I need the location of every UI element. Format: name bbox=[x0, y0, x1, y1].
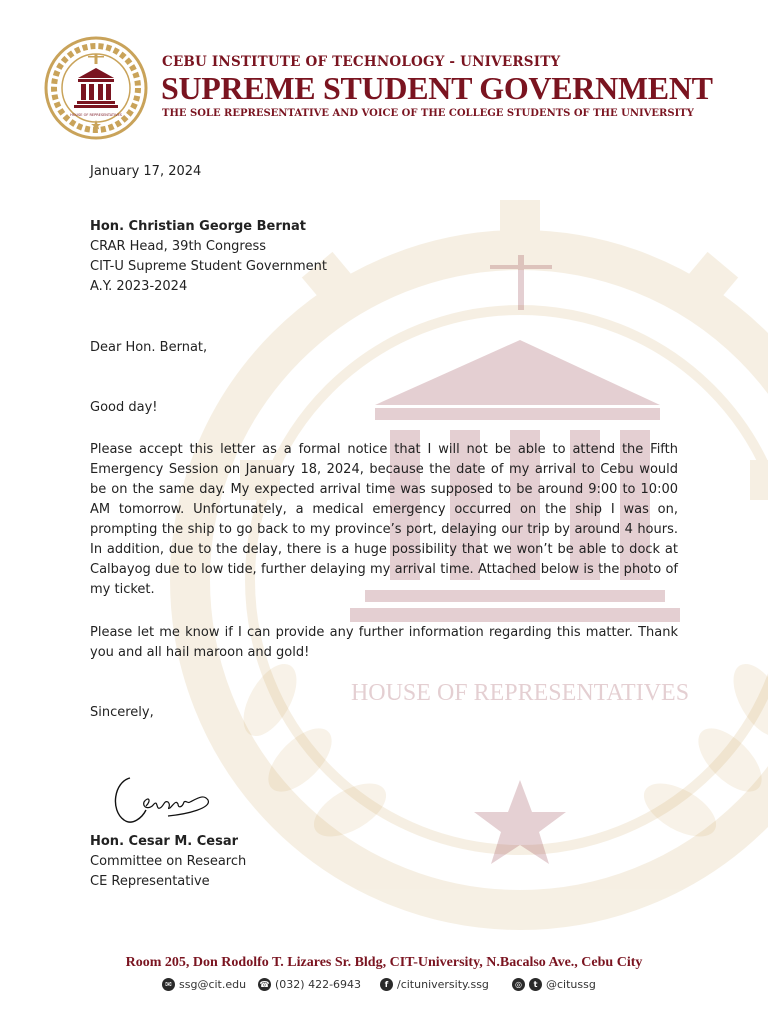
phone-text: (032) 422-6943 bbox=[275, 978, 362, 991]
salutation: Dear Hon. Bernat, bbox=[90, 340, 208, 355]
signer-block bbox=[90, 832, 246, 892]
signer-name: Hon. Cesar M. Cesar bbox=[90, 834, 239, 849]
signer-committee: Committee on Research bbox=[90, 854, 247, 869]
organization-tagline: THE SOLE REPRESENTATIVE AND VOICE OF THE COLLEGE STUDENTS OF THE UNIVERSITY bbox=[162, 108, 694, 119]
greeting: Good day! bbox=[90, 400, 158, 415]
phone-icon: ☎ bbox=[259, 980, 270, 989]
logo-text: HOUSE OF REPRESENTATIVES bbox=[70, 113, 122, 117]
twitter-icon: t bbox=[529, 978, 542, 991]
contact-phone[interactable] bbox=[258, 978, 361, 991]
body-paragraph-2: Please let me know if I can provide any further information regarding this matter. Thank you and all hail maroon and gold! bbox=[90, 625, 678, 660]
contact-email[interactable] bbox=[162, 978, 246, 991]
closing: Sincerely, bbox=[90, 705, 154, 720]
contact-facebook[interactable] bbox=[380, 978, 489, 991]
letterhead bbox=[0, 0, 768, 150]
watermark-text: HOUSE OF REPRESENTATIVES bbox=[350, 680, 690, 706]
facebook-text: /cituniversity.ssg bbox=[397, 978, 489, 991]
contact-social[interactable] bbox=[512, 978, 596, 991]
footer-address: Room 205, Don Rodolfo T. Lizares Sr. Bldg, CIT-University, N.Bacalso Ave., Cebu City bbox=[125, 955, 643, 970]
social-handle-text: @citussg bbox=[546, 978, 596, 991]
recipient-organization: CIT-U Supreme Student Government bbox=[90, 259, 327, 274]
recipient-name: Hon. Christian George Bernat bbox=[90, 219, 307, 234]
recipient-title: CRAR Head, 39th Congress bbox=[90, 239, 267, 254]
handwritten-signature bbox=[108, 770, 218, 828]
organization-title: SUPREME STUDENT GOVERNMENT bbox=[161, 70, 713, 106]
instagram-icon: ◎ bbox=[512, 978, 525, 991]
facebook-icon: f bbox=[380, 978, 393, 991]
body-paragraph-1: Please accept this letter as a formal notice that I will not be able to attend the Fifth Emergency Session on January 18, 2024, because the date of my arrival to Cebu would be on the same day. My expected arrival time was supposed to be around 9:00 to 10:00 AM tomorrow. Unfortunately, a medical emergency occurred on the ship I was on, prompting the ship to go back to my province’s port, delaying our trip by around 4 hours. In addition, due to the delay, there is a huge possibility that we won’t be able to dock at Calbayog due to low tide, further delaying my arrival time. Attached below is the photo of my ticket. bbox=[90, 442, 678, 597]
institution-name: CEBU INSTITUTE OF TECHNOLOGY - UNIVERSITY bbox=[162, 54, 561, 70]
ssg-seal-logo bbox=[44, 36, 148, 140]
email-text: ssg@cit.edu bbox=[179, 978, 247, 991]
footer-contacts bbox=[160, 978, 620, 998]
recipient-block bbox=[90, 217, 327, 297]
recipient-academic-year: A.Y. 2023-2024 bbox=[90, 279, 188, 294]
letter-date: January 17, 2024 bbox=[90, 164, 202, 179]
email-icon: ✉ bbox=[162, 978, 175, 991]
signer-position: CE Representative bbox=[90, 874, 210, 889]
